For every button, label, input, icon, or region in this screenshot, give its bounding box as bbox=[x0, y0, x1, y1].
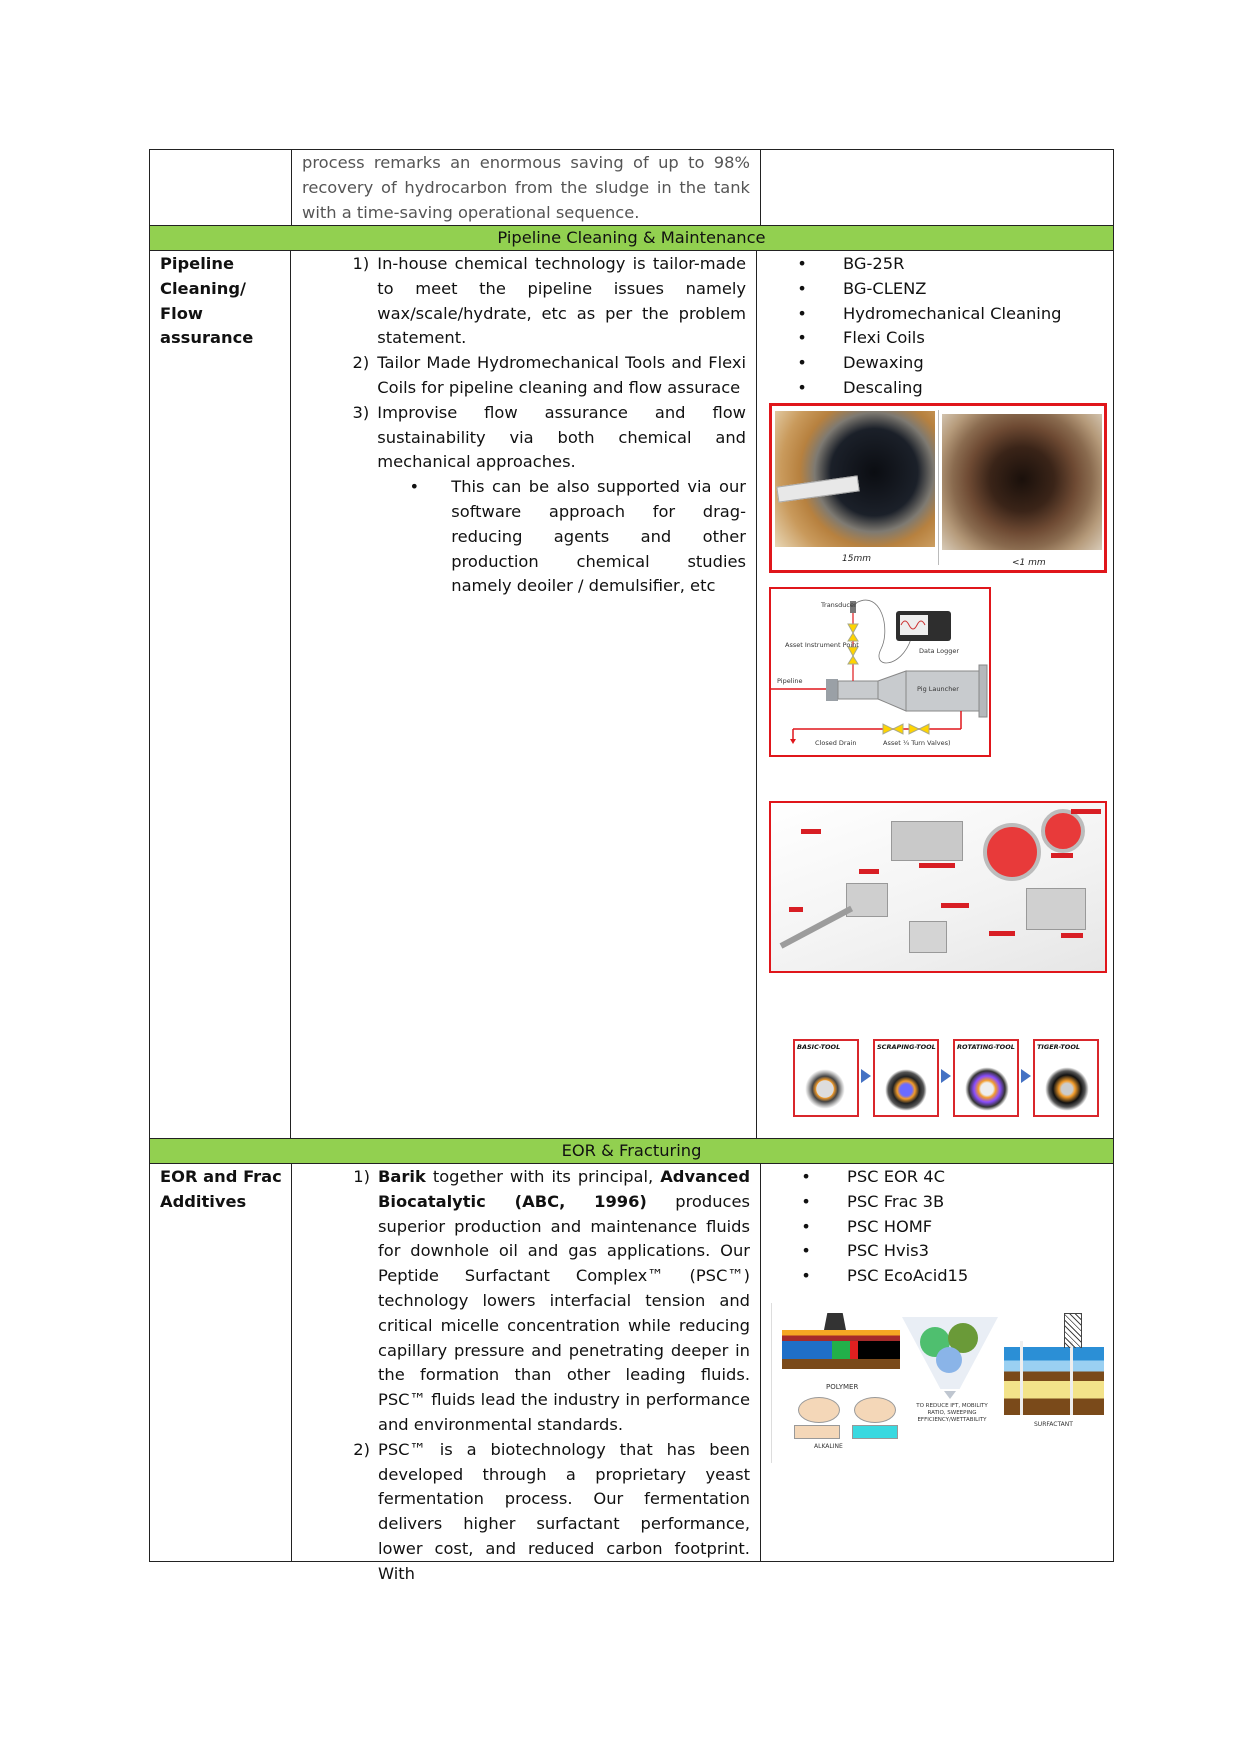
launcher-door bbox=[979, 665, 987, 717]
product-name: Flexi Coils bbox=[843, 328, 925, 348]
equipment-skid bbox=[846, 883, 888, 917]
list-text-part: together with its principal, bbox=[425, 1167, 661, 1186]
equipment-skid bbox=[1026, 888, 1086, 930]
bullet-icon: • bbox=[797, 353, 807, 373]
product-item bbox=[765, 1215, 1109, 1240]
sub-bullet-text: This can be also supported via our software approach for drag-reducing agents and other production chemical studies namely deoiler / demulsifier, etc bbox=[451, 477, 746, 596]
callout-tag bbox=[801, 829, 821, 834]
tool-image bbox=[965, 1067, 1009, 1111]
tool-image bbox=[885, 1069, 927, 1111]
callout-tag bbox=[1071, 809, 1101, 814]
numbered-list bbox=[302, 1165, 750, 1587]
tool-name: SCRAPING-TOOL bbox=[877, 1042, 936, 1051]
tool-card-tiger bbox=[1033, 1039, 1099, 1117]
list-text-part: produces superior production and maintenance fluids for downhole oil and gas applications. Our Peptide Surfactant Complex™ (PSC™) technology lowers interfacial tension and critical micelle concentration while reducing capillary pressure and penetrating deeper in the formation than other leading fluids. PSC™ fluids lead the industry in performance and environmental standards. bbox=[378, 1191, 750, 1434]
callout-tag bbox=[989, 931, 1015, 936]
label-transducer: Transducer bbox=[821, 600, 857, 609]
tool-card-rotating bbox=[953, 1039, 1019, 1117]
list-item bbox=[301, 401, 746, 475]
callout-tag bbox=[1061, 933, 1083, 938]
list-number: 1) bbox=[353, 1167, 370, 1186]
callout-tag bbox=[919, 863, 955, 868]
callout-tag bbox=[859, 869, 879, 874]
list-text: Tailor Made Hydromechanical Tools and Flexi Coils for pipeline cleaning and flow assurace bbox=[377, 353, 746, 397]
pipe-photo-after bbox=[942, 414, 1102, 550]
list-text: In-house chemical technology is tailor-made to meet the pipeline issues namely wax/scale/hydrate, etc as per the problem statement. bbox=[377, 254, 746, 348]
tool-card-basic bbox=[793, 1039, 859, 1117]
list-text: PSC™ is a biotechnology that has been developed through a proprietary yeast fermentation process. Our fermentation delivers higher surfactant performance, lower cost, and reduced carbon footprint. With bbox=[378, 1439, 750, 1583]
section-label: EOR and Frac Additives bbox=[150, 1164, 292, 1561]
company-name: Barik bbox=[378, 1167, 426, 1186]
photo-caption-after: <1 mm bbox=[1012, 557, 1046, 568]
tool-name: BASIC-TOOL bbox=[797, 1042, 841, 1051]
sub-bullet-list bbox=[301, 475, 746, 599]
launcher-neck bbox=[838, 681, 878, 699]
list-item bbox=[301, 351, 746, 401]
list-number: 2) bbox=[353, 1439, 370, 1459]
bullet-icon: • bbox=[797, 328, 807, 348]
polymer-zone bbox=[832, 1341, 850, 1359]
label-pipeline: Pipeline bbox=[777, 676, 803, 685]
product-name: PSC Hvis3 bbox=[847, 1241, 929, 1261]
callout-tag bbox=[789, 907, 803, 912]
label-closed-drain: Closed Drain bbox=[815, 738, 857, 747]
label-instrument-point: Asset Instrument Point bbox=[785, 640, 859, 649]
label-valves: Asset ¼ Turn Valves) bbox=[883, 738, 951, 747]
section-heading-eor bbox=[150, 1139, 1113, 1164]
bullet-icon: • bbox=[801, 1216, 811, 1236]
section-heading-text: EOR & Fracturing bbox=[561, 1141, 702, 1160]
arrow-icon bbox=[941, 1069, 951, 1083]
bullet-icon: • bbox=[797, 278, 807, 298]
product-item bbox=[761, 326, 1109, 351]
launcher-reducer bbox=[878, 671, 906, 711]
section-row-eor bbox=[150, 1164, 1113, 1583]
section-label: Pipeline Cleaning/ Flow assurance bbox=[150, 251, 291, 1138]
continuation-product-cell bbox=[761, 150, 1113, 225]
polymer-label: POLYMER bbox=[826, 1382, 859, 1391]
arrow-icon bbox=[861, 1069, 871, 1083]
polymer-reservoir-diagram bbox=[782, 1313, 900, 1369]
hose-line bbox=[780, 906, 853, 949]
water-zone bbox=[782, 1341, 832, 1359]
plant-icon bbox=[824, 1313, 846, 1330]
label-data-logger: Data Logger bbox=[919, 646, 959, 655]
product-item bbox=[761, 351, 1109, 376]
alkaline-label: ALKALINE bbox=[814, 1442, 843, 1450]
product-list bbox=[761, 252, 1109, 401]
continuation-text: process remarks an enormous saving of up to 98% recovery of hydrocarbon from the sludge in the tank with a time-saving operational sequence. bbox=[292, 150, 761, 225]
principal-name: Advanced Biocatalytic (ABC, 1996) bbox=[378, 1167, 750, 1211]
section-row-pipeline bbox=[150, 251, 1113, 1139]
list-item bbox=[302, 1438, 750, 1587]
numbered-list bbox=[301, 252, 746, 475]
bullet-icon: • bbox=[409, 477, 420, 497]
photo-caption-before: 15mm bbox=[842, 553, 871, 564]
product-item bbox=[765, 1165, 1109, 1190]
tool-name: TIGER-TOOL bbox=[1037, 1042, 1081, 1051]
capabilities-table bbox=[149, 149, 1114, 1583]
product-name: Dewaxing bbox=[843, 353, 924, 373]
pig-launcher-svg bbox=[771, 589, 989, 755]
callout-tag bbox=[941, 903, 969, 908]
list-number: 1) bbox=[352, 254, 370, 273]
equipment-skid bbox=[891, 821, 963, 861]
list-item bbox=[301, 252, 746, 351]
tool-card-scraping bbox=[873, 1039, 939, 1117]
bullet-icon: • bbox=[801, 1241, 811, 1261]
product-name: PSC HOMF bbox=[847, 1216, 933, 1236]
surfactant-reservoir-diagram bbox=[1004, 1347, 1104, 1415]
bullet-icon: • bbox=[797, 377, 807, 397]
product-item bbox=[761, 252, 1109, 277]
product-item bbox=[765, 1264, 1109, 1289]
product-name: BG-CLENZ bbox=[843, 278, 927, 298]
bullet-icon: • bbox=[801, 1266, 811, 1286]
equipment-skid bbox=[909, 921, 947, 953]
product-item bbox=[761, 376, 1109, 401]
tool-image bbox=[805, 1069, 845, 1109]
coil-reel-icon bbox=[983, 823, 1041, 881]
bullet-icon: • bbox=[797, 303, 807, 323]
list-item bbox=[302, 1165, 750, 1438]
product-cell bbox=[757, 251, 1113, 1138]
arrow-icon bbox=[1021, 1069, 1031, 1083]
funnel-caption: TO REDUCE IFT, MOBILITY RATIO, SWEEPING EFFICIENCY/WETTABILITY bbox=[916, 1402, 988, 1423]
derrick-icon bbox=[1064, 1313, 1082, 1348]
alkaline-circle bbox=[936, 1347, 962, 1373]
product-cell bbox=[761, 1164, 1113, 1561]
hydromechanical-tools-figure bbox=[769, 1025, 1109, 1121]
continuation-row bbox=[150, 150, 1113, 226]
surfactant-zone bbox=[850, 1341, 858, 1359]
valve-icon bbox=[848, 624, 858, 633]
product-name: Descaling bbox=[843, 377, 923, 397]
pig-launcher-diagram bbox=[769, 587, 991, 757]
product-name: BG-25R bbox=[843, 254, 905, 273]
product-name: PSC EOR 4C bbox=[847, 1167, 946, 1186]
eor-methods-figure bbox=[771, 1303, 1107, 1463]
tool-name: ROTATING-TOOL bbox=[957, 1042, 1015, 1051]
product-item bbox=[765, 1239, 1109, 1264]
flexi-coil-spread-diagram bbox=[769, 801, 1107, 973]
product-name: Hydromechanical Cleaning bbox=[843, 303, 1062, 323]
label-pig-launcher: Pig Launcher bbox=[917, 684, 959, 693]
bullet-icon: • bbox=[801, 1191, 811, 1211]
list-text: Improvise flow assurance and flow sustainability via both chemical and mechanical approaches. bbox=[377, 402, 746, 472]
section-description bbox=[292, 1164, 761, 1583]
valve-icon bbox=[848, 633, 858, 641]
section-heading-text: Pipeline Cleaning & Maintenance bbox=[497, 228, 766, 247]
valve-icon bbox=[848, 656, 858, 664]
bullet-icon: • bbox=[801, 1167, 811, 1186]
down-arrow-icon bbox=[944, 1391, 956, 1399]
sub-bullet-item bbox=[377, 475, 746, 599]
coil-reel-icon bbox=[1041, 809, 1085, 853]
bullet-icon: • bbox=[797, 254, 807, 273]
alkaline-diagram bbox=[784, 1395, 900, 1439]
continuation-label-cell bbox=[150, 150, 292, 225]
section-heading-pipeline bbox=[150, 226, 1113, 251]
product-item bbox=[761, 277, 1109, 302]
photo-divider bbox=[938, 410, 939, 565]
flange bbox=[826, 679, 838, 701]
product-item bbox=[765, 1190, 1109, 1215]
product-item bbox=[761, 302, 1109, 327]
tool-image bbox=[1045, 1067, 1089, 1111]
product-name: PSC EcoAcid15 bbox=[847, 1266, 969, 1286]
list-text bbox=[378, 1165, 750, 1438]
callout-tag bbox=[1051, 853, 1073, 858]
product-name: PSC Frac 3B bbox=[847, 1191, 945, 1211]
product-list bbox=[765, 1165, 1109, 1289]
list-number: 3) bbox=[352, 402, 370, 422]
list-number: 2) bbox=[352, 353, 370, 373]
surfactant-label: SURFACTANT bbox=[1034, 1420, 1073, 1428]
section-description bbox=[291, 251, 757, 1138]
pipe-before-after-photos bbox=[769, 403, 1107, 573]
